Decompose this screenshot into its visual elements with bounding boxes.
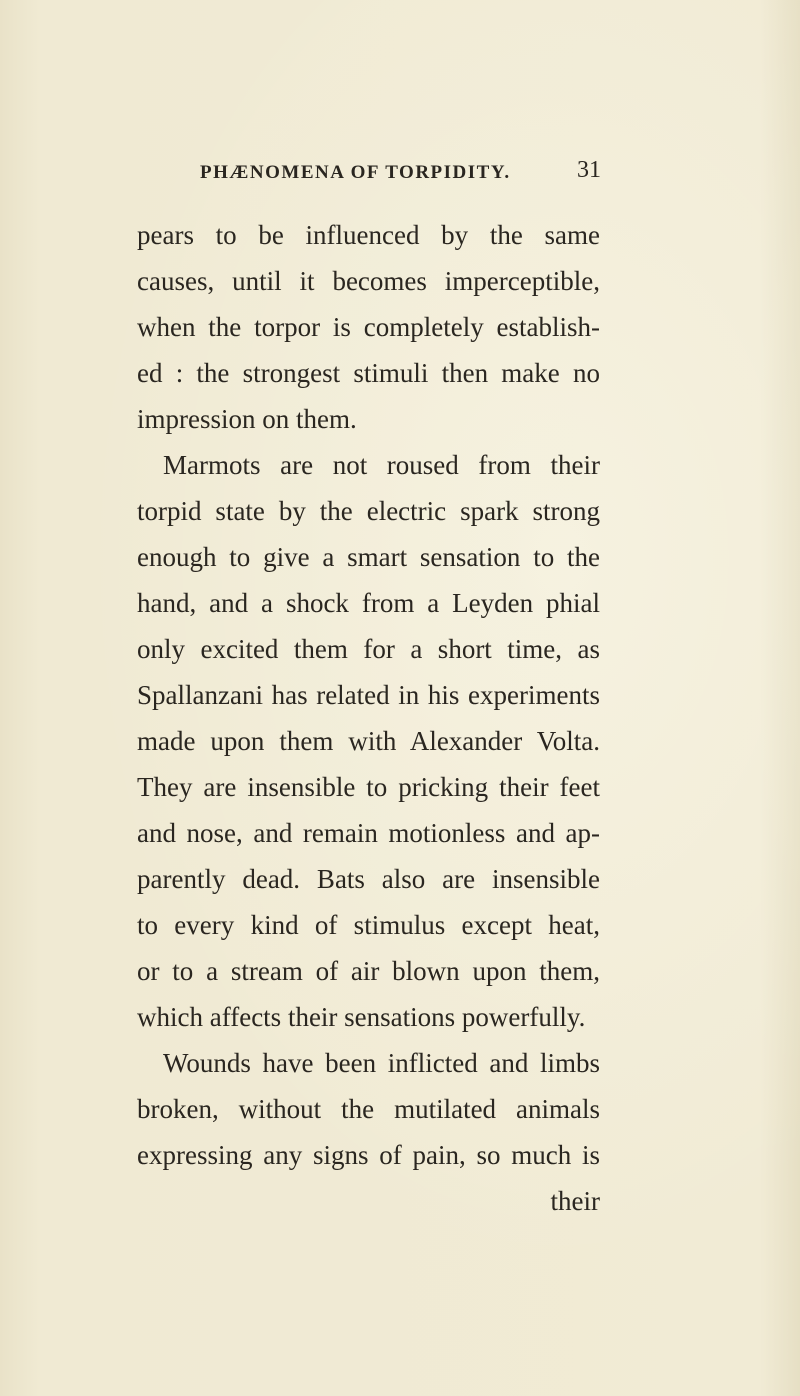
text-line: when the torpor is completely establish- [137,312,600,342]
text-line: enough to give a smart sensation to the [137,542,600,572]
running-header: PHÆNOMENA OF TORPIDITY. [200,162,511,183]
text-line: expressing any signs of pain, so much is [137,1140,600,1170]
page-number: 31 [577,157,601,183]
text-line: and nose, and remain motionless and ap- [137,818,600,848]
text-line: They are insensible to pricking their feet [137,772,600,802]
text-line: impression on them. [137,404,357,434]
text-line: made upon them with Alexander Volta. [137,726,600,756]
text-line: parently dead. Bats also are insensible [137,864,600,894]
text-line: only excited them for a short time, as [137,634,600,664]
text-line: pears to be influenced by the same [137,220,600,250]
text-line: Marmots are not roused from their [163,450,600,480]
text-line: torpid state by the electric spark strong [137,496,600,526]
text-line: Spallanzani has related in his experiments [137,680,600,710]
text-line: to every kind of stimulus except heat, [137,910,600,940]
text-line: or to a stream of air blown upon them, [137,956,600,986]
catchword: their [550,1186,600,1216]
text-line: causes, until it becomes imperceptible, [137,266,600,296]
text-line: ed : the strongest stimuli then make no [137,358,600,388]
text-line: hand, and a shock from a Leyden phial [137,588,600,618]
text-line: which affects their sensations powerfully. [137,1002,586,1032]
text-line: Wounds have been inflicted and limbs [163,1048,600,1078]
body-text [137,212,600,1224]
text-line: broken, without the mutilated animals [137,1094,600,1124]
